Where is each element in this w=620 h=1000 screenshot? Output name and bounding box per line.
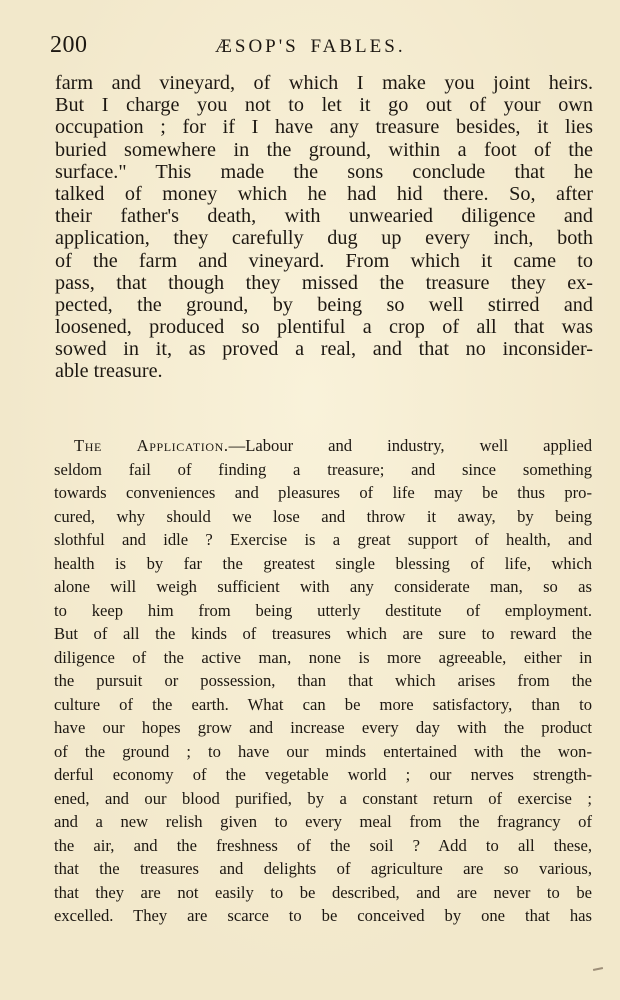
page-header xyxy=(50,32,590,60)
application-line: that they are not easily to be described, and are never to be xyxy=(54,882,592,902)
application-line: derful economy of the vegetable world ; our nerves strength- xyxy=(54,765,592,784)
text-line: surface." This made the sons conclude that he xyxy=(55,160,593,183)
application-line: have our hopes grow and increase every day with the product xyxy=(54,718,592,737)
page-number: 200 xyxy=(50,32,88,58)
text-line: buried somewhere in the ground, within a foot of the xyxy=(55,138,593,161)
text-line: application, they carefully dug up every inch, both xyxy=(55,227,593,250)
application-line: towards conveniences and pleasures of life may be thus pro- xyxy=(54,483,592,502)
application-line: alone will weigh sufficient with any considerate man, so as xyxy=(54,577,592,596)
text-line: talked of money which he had hid there. So, after xyxy=(55,182,593,205)
text-line: sowed in it, as proved a real, and that no inconsider- xyxy=(55,338,593,361)
text-line: pected, the ground, by being so well stirred and xyxy=(55,293,593,316)
application-line: that the treasures and delights of agriculture are so various, xyxy=(54,859,592,878)
text-line: their father's death, with unwearied diligence and xyxy=(55,205,593,228)
application-line: of the ground ; to have our minds entertained with the won- xyxy=(54,741,592,761)
application-line: the pursuit or possession, than that which arises from the xyxy=(54,671,592,690)
application-line: excelled. They are scarce to be conceived by one that has xyxy=(54,906,592,925)
text-line: occupation ; for if I have any treasure besides, it lies xyxy=(55,116,593,139)
text-line: able treasure. xyxy=(55,360,163,383)
application-line: diligence of the active man, none is more agreeable, either in xyxy=(54,647,592,667)
application-section xyxy=(54,434,592,928)
application-first-line-text: —Labour and industry, well applied xyxy=(228,436,592,455)
application-line: slothful and idle ? Exercise is a great support of health, and xyxy=(54,530,592,549)
application-heading: The Application. xyxy=(74,436,229,455)
application-line: But of all the kinds of treasures which are sure to reward the xyxy=(54,624,592,643)
text-line: loosened, produced so plentiful a crop of all that was xyxy=(55,316,593,339)
application-line: health is by far the greatest single blessing of life, which xyxy=(54,553,592,573)
application-line: ened, and our blood purified, by a constant return of exercise ; xyxy=(54,788,592,808)
application-line: culture of the earth. What can be more satisfactory, than to xyxy=(54,694,592,714)
text-line: pass, that though they missed the treasure they ex- xyxy=(55,271,593,294)
text-line: of the farm and vineyard. From which it came to xyxy=(55,249,593,272)
application-line: the air, and the freshness of the soil ? Add to all these, xyxy=(54,835,592,855)
application-first-line xyxy=(54,434,592,458)
application-line: and a new relish given to every meal from the fragrancy of xyxy=(54,812,592,831)
ink-mark xyxy=(593,967,603,971)
application-line: seldom fail of finding a treasure; and since something xyxy=(54,459,592,479)
fable-text xyxy=(55,72,593,383)
text-line: farm and vineyard, of which I make you joint heirs. xyxy=(55,72,593,94)
text-line: But I charge you not to let it go out of your own xyxy=(55,94,593,117)
application-line: cured, why should we lose and throw it away, by being xyxy=(54,506,592,526)
running-title: ÆSOP'S FABLES. xyxy=(215,36,406,57)
application-line: to keep him from being utterly destitute of employment. xyxy=(54,600,592,620)
